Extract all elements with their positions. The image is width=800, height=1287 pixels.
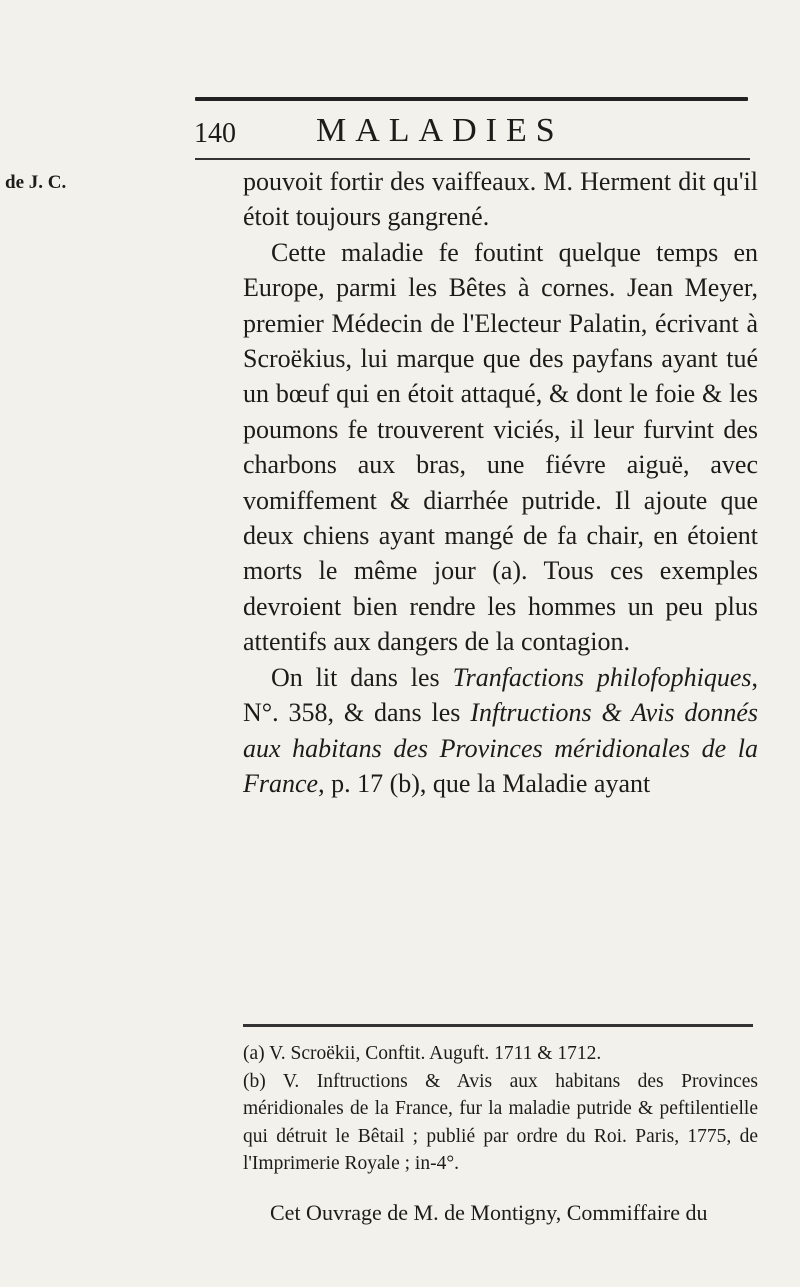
top-rule [195,97,748,101]
ref-title-instructions: Inftructions & Avis donnés aux habitans des Provinces méridionales de la France [243,698,759,798]
page-header [194,112,754,162]
header-rule [195,158,750,160]
footnote-b: (b) V. Inftructions & Avis aux habitans des Provinces méridionales de la France, fur la maladie putride & peftilentielle qui détruit le Bêtail ; publié par ordre du Roi. Paris, 1775, de l'Imprimerie Royale ; in-4°. [243,1070,758,1174]
paragraph-references [243,660,758,802]
running-title: MALADIES [316,112,564,149]
ref-text-1: On lit dans les [271,662,453,692]
paragraph-continuation: pouvoit fortir des vaiffeaux. M. Herment dit qu'il étoit toujours gangrené. [243,167,758,232]
catchline: Cet Ouvrage de M. de Montigny, Commiffaire du [270,1200,708,1225]
ref-text-3: , p. 17 (b), que la Maladie ayant [318,768,651,798]
ref-title-transactions: Tranfactions philofophiques [452,662,752,692]
footnote-rule [243,1024,753,1027]
body-text [243,164,758,801]
paragraph-epidemic: Cette maladie fe foutint quelque temps en Europe, parmi les Bêtes à cornes. Jean Meyer, premier Médecin de l'Electeur Palatin, écrivant à Scroëkius, lui marque que des payfans ayant tué un bœuf qui en étoit attaqué, & dont le foie & les poumons fe trouverent viciés, il leur furvint des charbons aux bras, une fiévre aiguë, avec vomiffement & diarrhée putride. Il ajoute que deux chiens ayant mangé de fa chair, en étoient morts le même jour (a). Tous ces exemples devroient bien rendre les hommes un peu plus attentifs aux dangers de la contagion. [243,237,758,657]
footnotes [243,1040,758,1178]
margin-note: de J. C. [5,172,67,193]
ref-text-2: , N°. 358, & dans les [243,662,758,728]
footnote-a: (a) V. Scroëkii, Conftit. Auguft. 1711 & 1712. [243,1043,602,1064]
page-number: 140 [194,118,236,149]
